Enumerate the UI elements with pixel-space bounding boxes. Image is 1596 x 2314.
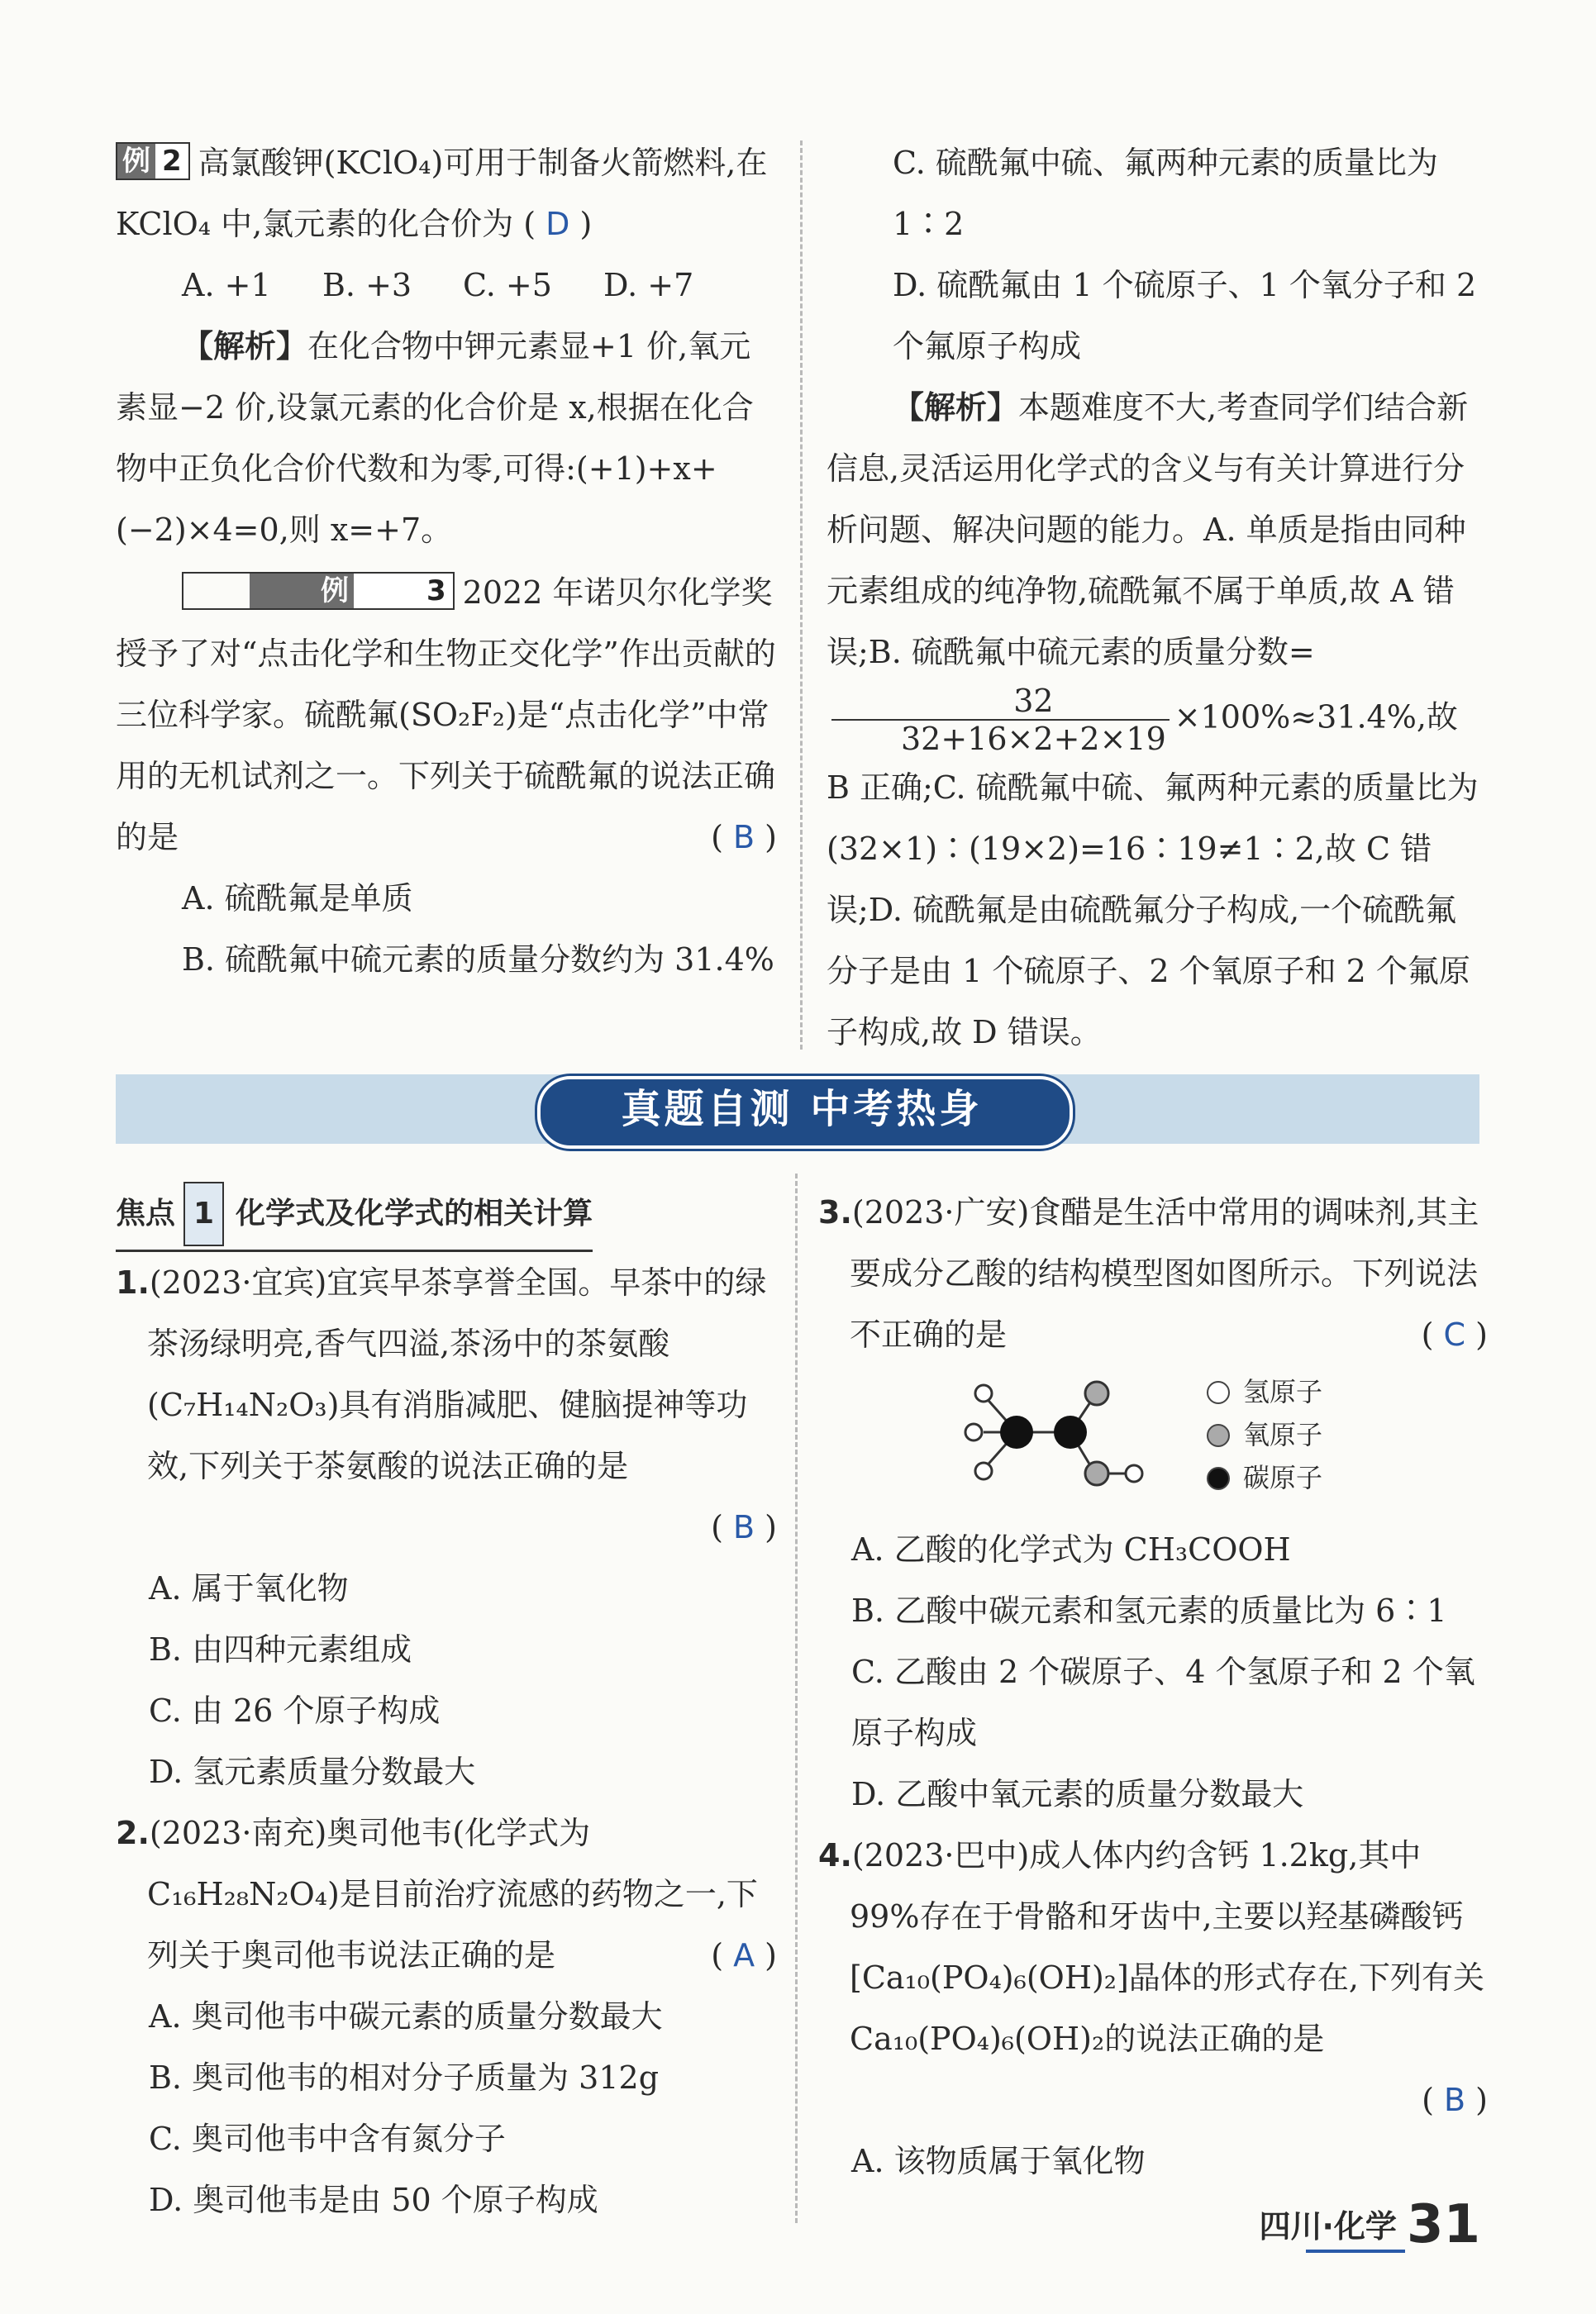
option: D. 氢元素质量分数最大 xyxy=(149,1754,476,1790)
option: C. 由 26 个原子构成 xyxy=(149,1693,441,1729)
option: A. 乙酸的化学式为 CH₃COOH xyxy=(851,1531,1291,1568)
example-stem: 高氯酸钾(KClO₄)可用于制备火箭燃料,在 KClO₄ 中,氯元素的化合价为 xyxy=(116,145,768,242)
carbon-atom xyxy=(1054,1416,1087,1449)
molecule-diagram xyxy=(950,1370,1198,1511)
oxygen-atom xyxy=(1085,1462,1108,1485)
question-1: 1.(2023·宜宾)宜宾早茶享誉全国。早茶中的绿茶汤绿明亮,香气四溢,茶汤中的茶氨酸(C₇H₁₄N₂O₃)具有消脂减肥、健脑提神等功效,下列关于茶氨酸的说法正确的是 xyxy=(116,1264,767,1484)
option: D. 奥司他韦是由 50 个原子构成 xyxy=(149,2182,598,2218)
questions-left xyxy=(116,1182,777,2231)
option: A. 属于氧化物 xyxy=(149,1570,349,1607)
answer-row: ( B ) xyxy=(1422,2082,1488,2118)
question-3: 3.(2023·广安)食醋是生活中常用的调味剂,其主要成分乙酸的结构模型图如图所示。下列说法不正确的是 ( C ) xyxy=(818,1194,1488,1353)
analysis: 【解析】在化合物中钾元素显+1 价,氧元素显−2 价,设氯元素的化合价是 x,根据在化合物中正负化合价代数和为零,可得:(+1)+x+(−2)×4=0,则 x=+7。 xyxy=(116,328,754,548)
option: D. 乙酸中氧元素的质量分数最大 xyxy=(851,1776,1304,1812)
option: B. 由四种元素组成 xyxy=(149,1631,412,1668)
option: B. 奥司他韦的相对分子质量为 312g xyxy=(149,2059,660,2096)
option: C. 奥司他韦中含有氮分子 xyxy=(149,2121,506,2157)
example-2-block: 例 2 高氯酸钾(KClO₄)可用于制备火箭燃料,在 KClO₄ 中,氯元素的化合价为 ( D ) A. +1 B. +3 C. +5 D. +7 【解析】在化合物中钾元素显+1 价,氧元素显−2 价,设氯元素的化合价是 x,根据在化合物中正负化合价代数和为零,可得:(+1)+x+(−2)×4=0,则 x=+7。 例 3 2022 年诺贝尔化学奖授予了对“点击化学和生物正交化学”作出贡献的三位科学家。硫酰氟(SO₂F₂)是“点击化学”中常用的无机试剂之一。下列关于硫酰氟的说法正确的是 ( B ) A. 硫酰氟是单质 B. 硫酰氟中硫元素的质量分数约为 31.4% xyxy=(116,132,777,990)
option: B. 硫酰氟中硫元素的质量分数约为 31.4% xyxy=(182,941,774,978)
options-row: A. +1 B. +3 C. +5 D. +7 xyxy=(182,267,694,303)
question-4: 4.(2023·巴中)成人体内约含钙 1.2kg,其中 99%存在于骨骼和牙齿中,主要以羟基磷酸钙[Ca₁₀(PO₄)₆(OH)₂]晶体的形式存在,下列有关 Ca₁₀(PO₄)₆(OH)₂的说法正确的是 xyxy=(818,1837,1484,2057)
acetic-acid-model xyxy=(818,1370,1488,1511)
hydrogen-atom xyxy=(1126,1465,1142,1482)
column-divider xyxy=(800,140,803,1050)
hydrogen-atom xyxy=(975,1463,992,1479)
oxygen-atom xyxy=(1085,1382,1108,1405)
answer-row: ( B ) xyxy=(711,1509,777,1545)
answer: D xyxy=(545,206,570,242)
fraction: $\frac{32}{32+16\times 2+2\times 19}$ xyxy=(831,683,1170,757)
banner-title: 真题自测 中考热身 xyxy=(621,1086,983,1132)
answer: B xyxy=(733,819,755,855)
option: A. 该物质属于氧化物 xyxy=(851,2143,1146,2179)
example-3-stem: 例 3 2022 年诺贝尔化学奖授予了对“点击化学和生物正交化学”作出贡献的三位科学家。硫酰氟(SO₂F₂)是“点击化学”中常用的无机试剂之一。下列关于硫酰氟的说法正确的是 ( B ) xyxy=(116,562,777,868)
focus-heading: 焦点 1 化学式及化学式的相关计算 xyxy=(116,1182,593,1252)
option: D. 硫酰氟由 1 个硫原子、1 个氧分子和 2 个氟原子构成 xyxy=(893,267,1477,364)
carbon-atom xyxy=(1000,1416,1033,1449)
example-3-continued xyxy=(827,132,1488,1063)
footer-line xyxy=(1306,2250,1405,2253)
option: A. 硫酰氟是单质 xyxy=(182,880,413,917)
analysis: 【解析】本题难度不大,考查同学们结合新信息,灵活运用化学式的含义与有关计算进行分析问题、解决问题的能力。A. 单质是指由同种元素组成的纯净物,硫酰氟不属于单质,故 A 错误;B. 硫酰氟中硫元素的质量分数= $\frac{32}{32+16\times 2+2\times 19}$ ×100%≈31.4%,故 B 正确;C. 硫酰氟中硫、氟两种元素的质量比为(32×1)∶(19×2)=16∶19≠1∶2,故 C 错误;D. 硫酰氟是由硫酰氟分子构成,一个硫酰氟分子是由 1 个硫原子、2 个氧原子和 2 个氟原子构成,故 D 错误。 xyxy=(827,389,1479,1050)
hydrogen-atom xyxy=(975,1385,992,1402)
option: C. 硫酰氟中硫、氟两种元素的质量比为 1∶2 xyxy=(893,145,1438,242)
option: B. 乙酸中碳元素和氢元素的质量比为 6∶1 xyxy=(851,1593,1447,1629)
example-tag: 例 3 xyxy=(182,572,455,610)
column-divider xyxy=(795,1174,798,2223)
option: C. 乙酸由 2 个碳原子、4 个氢原子和 2 个氧原子构成 xyxy=(851,1654,1475,1751)
option: A. 奥司他韦中碳元素的质量分数最大 xyxy=(149,1998,663,2035)
footer-label: 四川·化学 xyxy=(1259,2208,1397,2245)
example-tag: 例 2 xyxy=(116,142,190,180)
hydrogen-atom xyxy=(965,1424,982,1440)
page-footer xyxy=(1260,2194,1481,2255)
question-2: 2.(2023·南充)奥司他韦(化学式为 C₁₆H₂₈N₂O₄)是目前治疗流感的药物之一,下列关于奥司他韦说法正确的是 ( A ) xyxy=(116,1815,777,1974)
page-number: 31 xyxy=(1406,2194,1480,2255)
molecule-legend: 氢原子 氧原子 碳原子 xyxy=(1207,1370,1322,1499)
questions-right xyxy=(818,1182,1488,2192)
